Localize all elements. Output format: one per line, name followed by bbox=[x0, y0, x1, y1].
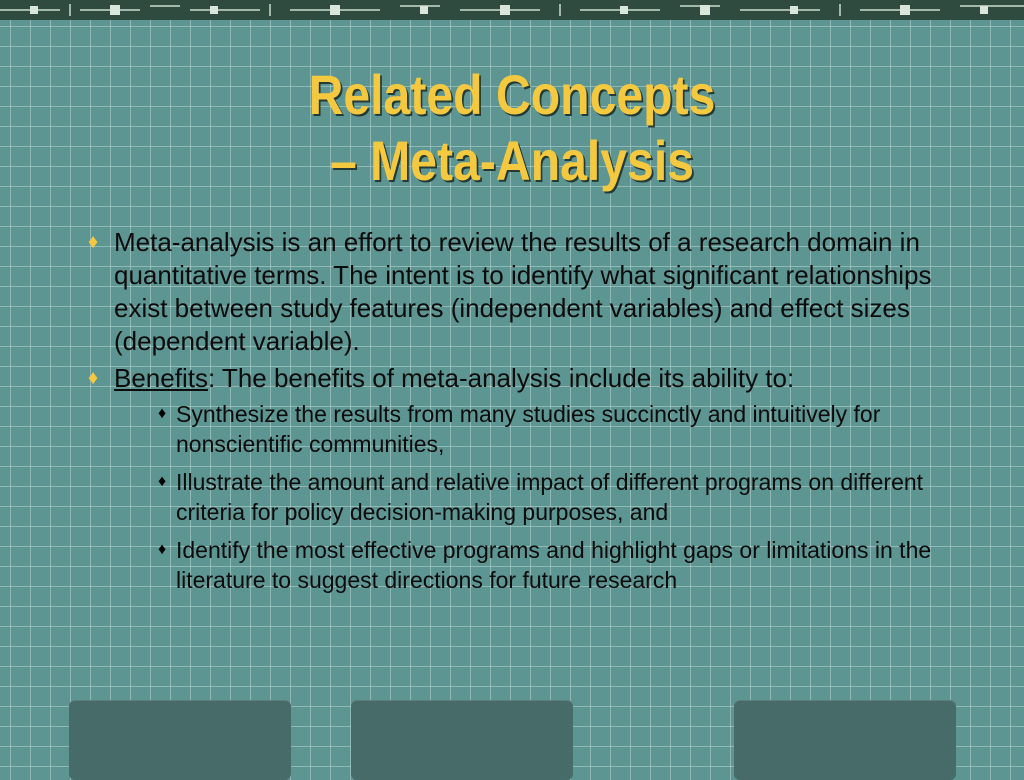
benefits-label: Benefits bbox=[114, 363, 208, 393]
footer-panel-center bbox=[351, 700, 573, 780]
footer-panel-left bbox=[69, 700, 291, 780]
bullet-text: : The benefits of meta-analysis include its ability to: bbox=[207, 363, 795, 393]
diamond-sub-bullet-icon: ♦ bbox=[158, 405, 167, 422]
sub-bullet-illustrate bbox=[158, 467, 944, 527]
bullet-text: Meta-analysis is an effort to review the results of a research domain in quantitative terms. The intent is to identify what significant relationships exist between study features (independent variables) and effect sizes (dependent variable). bbox=[114, 227, 932, 356]
diamond-bullet-icon: ♦ bbox=[88, 367, 99, 389]
diamond-sub-bullet-icon: ♦ bbox=[158, 473, 167, 490]
diamond-bullet-icon: ♦ bbox=[88, 231, 99, 253]
circuit-pattern-icon bbox=[0, 0, 1024, 20]
bullet-benefits bbox=[84, 362, 944, 395]
sub-bullet-text: Synthesize the results from many studies succinctly and intuitively for nonscientific communities, bbox=[176, 401, 881, 457]
title-line-1: Related Concepts bbox=[308, 63, 716, 126]
circuit-board-strip bbox=[0, 0, 1024, 20]
diamond-sub-bullet-icon: ♦ bbox=[158, 541, 167, 558]
title-line-2: – Meta-Analysis bbox=[329, 129, 695, 192]
sub-bullet-synthesize bbox=[158, 399, 944, 459]
sub-bullet-identify bbox=[158, 535, 944, 595]
slide-title bbox=[72, 62, 953, 194]
bullet-meta-analysis bbox=[84, 226, 944, 358]
slide-body bbox=[84, 226, 944, 603]
sub-bullet-text: Identify the most effective programs and highlight gaps or limitations in the literature to suggest directions for future research bbox=[176, 537, 932, 593]
sub-bullet-text: Illustrate the amount and relative impact of different programs on different criteria for policy decision-making purposes, and bbox=[176, 469, 924, 525]
footer-panel-right bbox=[734, 700, 956, 780]
